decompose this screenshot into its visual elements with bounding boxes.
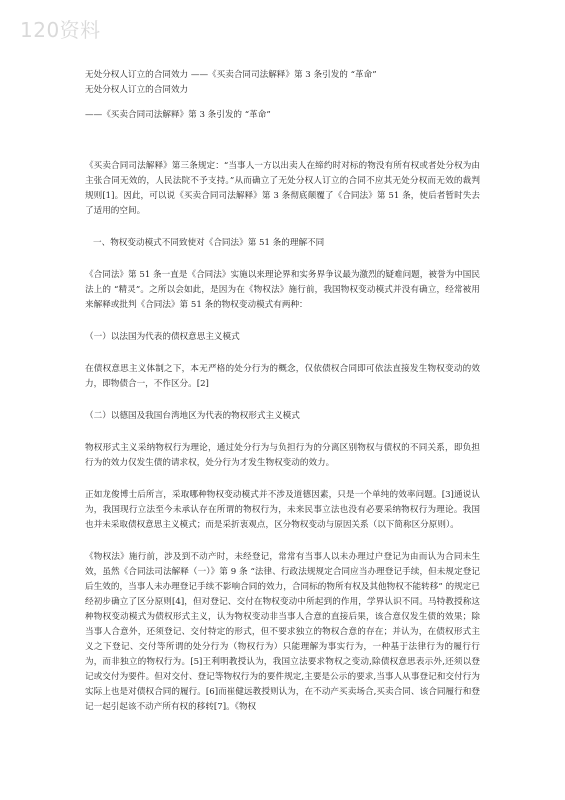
document-body	[85, 68, 480, 715]
watermark-logo: 120资料	[20, 18, 101, 42]
header-line-3: ——《买卖合同司法解释》第 3 条引发的 “革命”	[85, 110, 271, 120]
header-line-1: 无处分权人订立的合同效力 ——《买卖合同司法解释》第 3 条引发的 “革命”	[85, 70, 377, 80]
section-heading-1: 一、物权变动模式不同致使对《合同法》第 51 条的理解不同	[93, 238, 325, 248]
subheading-1: （一）以法国为代表的债权意思主义模式	[85, 332, 240, 342]
paragraph-intro: 《买卖合同司法解释》第三条规定：“当事人一方以出卖人在缔约时对标的物没有所有权或者处分权为由主张合同无效的，人民法院不予支持。”从而确立了无处分权人订立的合同不应其无处分权而无效的裁判规则[1]。因此，可以说《买卖合同司法解释》第 3 条彻底颠覆了《合同法》第 51 条，使后者暂时失去了适用的空间。	[85, 161, 480, 216]
paragraph-3: 在债权意思主义体制之下，本无严格的处分行为的概念，仅依债权合同即可依法直接发生物权变动的效力，即物债合一，不作区分。[2]	[85, 364, 480, 389]
paragraph-6: 《物权法》施行前，涉及到不动产时，未经登记，常常有当事人以未办理过户登记为由而认为合同未生效，虽然《合同法司法解释（一）》第 9 条 “法律、行政法规规定合同应当办理登记手续，但未规定登记后生效的，当事人未办理登记手续不影响合同的效力，合同标的物所有权及其他物权不能转移” 的规定已经初步确立了区分原则[4]，但对登记、交付在物权变动中所起到的作用，学界认识不同。马特教授称这种物权变动模式为债权形式主义，认为物权变动非当事人合意的直接后果，该合意仅发生债的效果；除当事人合意外，还须登记、交付特定的形式，但不要求独立的物权合意的存在；并认为，在债权形式主义之下登记、交付等所谓的处分行为（物权行为）只能理解为事实行为，一种基于法律行为的履行行为，而非独立的物权行为。[5]王利明教授认为，我国立法要求物权之变动,除债权意思表示外,还须以登记或交付为要件。但对交付、登记等物权行为的要件规定,主要是公示的要求,当事人从事登记和交付行为实际上也是对债权合同的履行。[6]而崔健远教授则认为，在不动产买卖场合,买卖合同、该合同履行和登记一起引起该不动产所有权的移转[7]。《物权	[85, 552, 480, 712]
subheading-2: （二）以德国及我国台湾地区为代表的物权形式主义模式	[85, 411, 300, 421]
header-line-2: 无处分权人订立的合同效力	[85, 85, 189, 95]
paragraph-2: 《合同法》第 51 条一直是《合同法》实施以来理论界和实务界争议最为激烈的疑难问题，被誉为中国民法上的 “精灵”。之所以会如此，是因为在《物权法》施行前，我国物权变动模式并没有确立，经常被用来解释或批判《合同法》第 51 条的物权变动模式有两种：	[85, 270, 480, 310]
paragraph-5: 正如龙俊博士后所言，采取哪种物权变动模式并不涉及道德因素，只是一个单纯的效率问题。[3]通说认为，我国现行立法至今未承认存在所谓的物权行为，未来民事立法也没有必要采纳物权行为理论。我国也并未采取债权意思主义模式；而是采折衷观点，区分物权变动与原因关系（以下简称区分原则）。	[85, 490, 480, 530]
paragraph-4: 物权形式主义采纳物权行为理论，通过处分行为与负担行为的分离区别物权与债权的不同关系，即负担行为的效力仅发生债的请求权，处分行为才发生物权变动的效力。	[85, 443, 480, 468]
